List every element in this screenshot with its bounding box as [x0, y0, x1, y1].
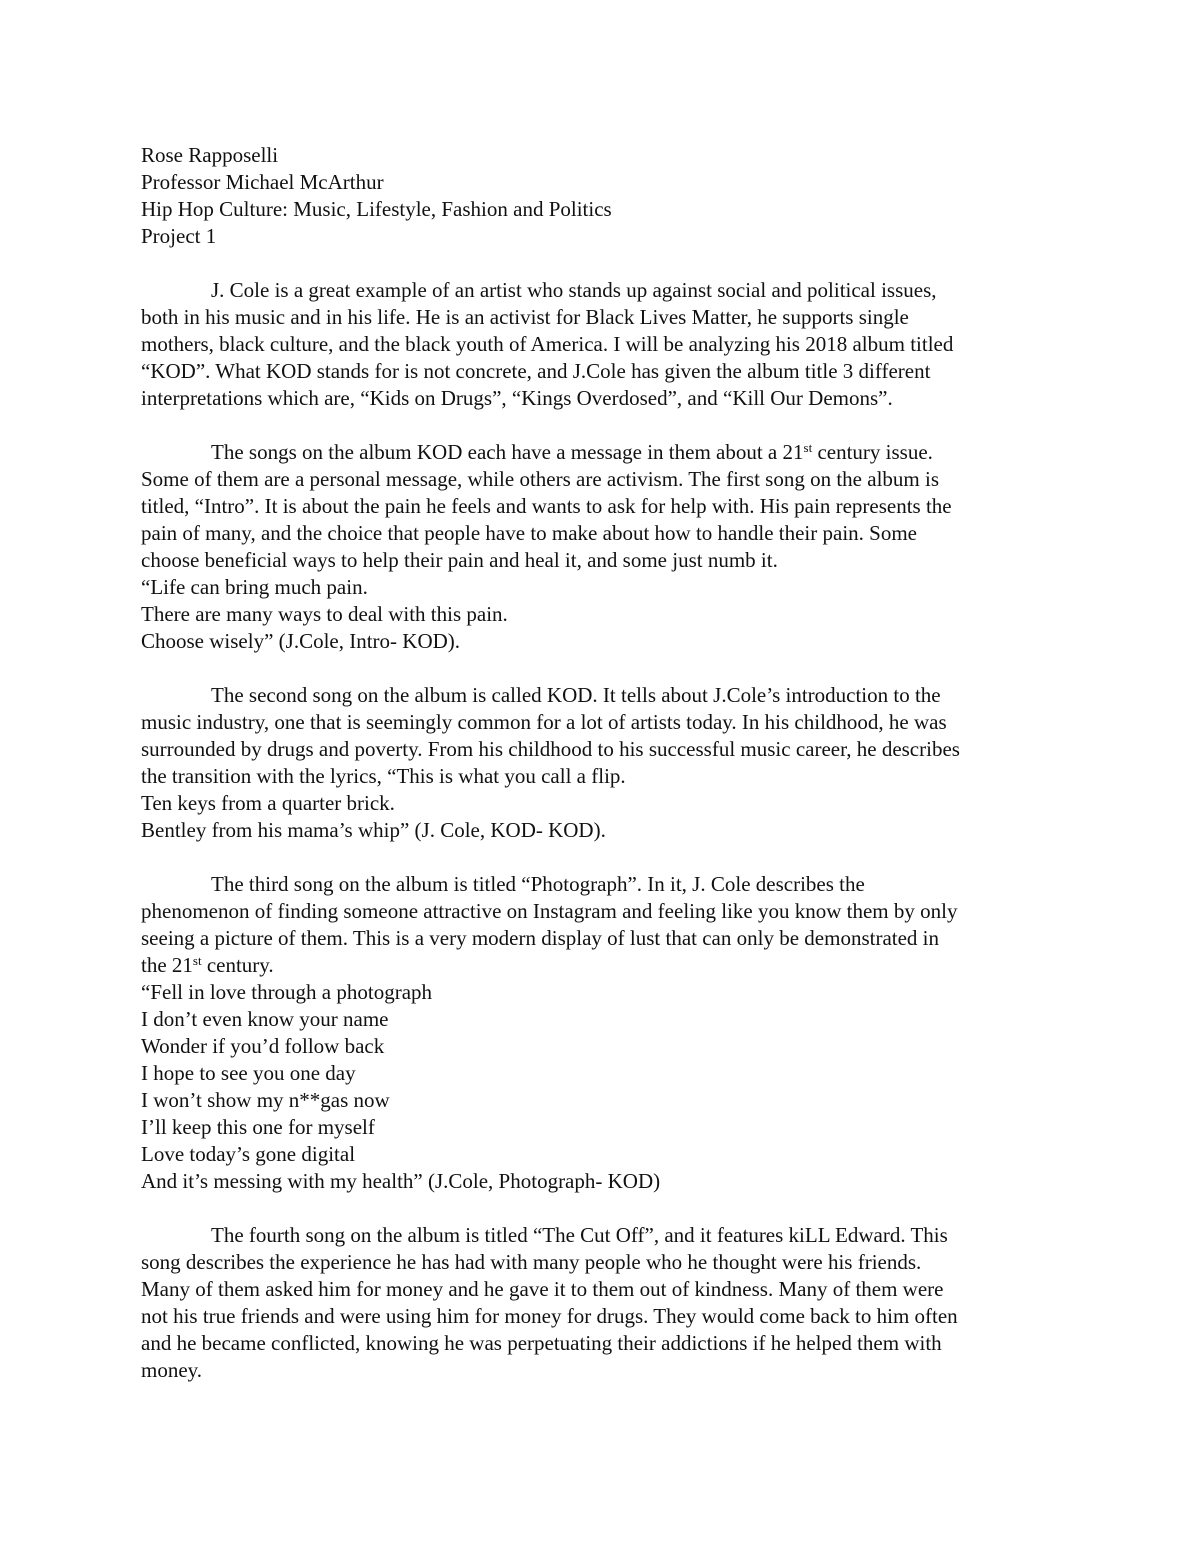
- spacer: [141, 844, 1066, 871]
- course-title: Hip Hop Culture: Music, Lifestyle, Fashion and Politics: [141, 197, 612, 221]
- paragraph-line: titled, “Intro”. It is about the pain he feels and wants to ask for help with. His pain represents the: [141, 494, 952, 518]
- superscript: st: [192, 953, 202, 968]
- paragraph-line: pain of many, and the choice that people have to make about how to handle their pain. Some: [141, 521, 917, 545]
- paragraph-line: the transition with the lyrics, “This is what you call a flip.: [141, 764, 626, 788]
- spacer: [141, 1195, 1066, 1222]
- paragraph-line: The fourth song on the album is titled “The Cut Off”, and it features kiLL Edward. This: [211, 1223, 948, 1247]
- lyric-line: I won’t show my n**gas now: [141, 1088, 390, 1112]
- author-name: Rose Rapposelli: [141, 143, 279, 167]
- text-run: The songs on the album KOD each have a message in them about a 21: [211, 440, 804, 464]
- quote-line: “Life can bring much pain.: [141, 575, 368, 599]
- spacer: [141, 655, 1066, 682]
- quote-line: Choose wisely” (J.Cole, Intro- KOD).: [141, 629, 461, 653]
- lyric-line: Wonder if you’d follow back: [141, 1034, 385, 1058]
- lyric-line: Love today’s gone digital: [141, 1142, 356, 1166]
- paragraph-line: interpretations which are, “Kids on Drugs”, “Kings Overdosed”, and “Kill Our Demons”.: [141, 386, 893, 410]
- paragraph-4: [141, 871, 1066, 1195]
- text-run: century issue.: [812, 440, 933, 464]
- text-run: century.: [201, 953, 274, 977]
- paragraph-line: phenomenon of finding someone attractive on Instagram and feeling like you know them by only: [141, 899, 958, 923]
- paragraph-line: song describes the experience he has had with many people who he thought were his friends.: [141, 1250, 922, 1274]
- document-body: [141, 142, 1066, 1384]
- paragraph-line: and he became conflicted, knowing he was perpetuating their addictions if he helped them with: [141, 1331, 942, 1355]
- paragraph-5: [141, 1222, 1066, 1384]
- quote-line: Bentley from his mama’s whip” (J. Cole, KOD- KOD).: [141, 818, 606, 842]
- paragraph-line: [141, 952, 1066, 979]
- paragraph-line: music industry, one that is seemingly common for a lot of artists today. In his childhood, he was: [141, 710, 947, 734]
- paragraph-line: choose beneficial ways to help their pain and heal it, and some just numb it.: [141, 548, 778, 572]
- spacer: [141, 250, 1066, 277]
- superscript: st: [803, 440, 813, 455]
- paragraph-line: not his true friends and were using him for money for drugs. They would come back to him often: [141, 1304, 958, 1328]
- paragraph-line: seeing a picture of them. This is a very modern display of lust that can only be demonstrated in: [141, 926, 939, 950]
- paragraph-line: Many of them asked him for money and he gave it to them out of kindness. Many of them were: [141, 1277, 944, 1301]
- paragraph-line: Some of them are a personal message, while others are activism. The first song on the album is: [141, 467, 939, 491]
- paragraph-3: [141, 682, 1066, 844]
- paragraph-1: [141, 277, 1066, 412]
- paragraph-line: [141, 439, 1066, 466]
- assignment-title: Project 1: [141, 224, 217, 248]
- lyric-line: And it’s messing with my health” (J.Cole, Photograph- KOD): [141, 1169, 661, 1193]
- paragraph-line: “KOD”. What KOD stands for is not concrete, and J.Cole has given the album title 3 different: [141, 359, 931, 383]
- quote-line: There are many ways to deal with this pain.: [141, 602, 508, 626]
- paragraph-line: The second song on the album is called KOD. It tells about J.Cole’s introduction to the: [211, 683, 941, 707]
- professor-name: Professor Michael McArthur: [141, 170, 384, 194]
- quote-line: Ten keys from a quarter brick.: [141, 791, 395, 815]
- paragraph-line: both in his music and in his life. He is an activist for Black Lives Matter, he supports single: [141, 305, 909, 329]
- paragraph-line: J. Cole is a great example of an artist who stands up against social and political issues,: [211, 278, 937, 302]
- paragraph-line: surrounded by drugs and poverty. From his childhood to his successful music career, he describes: [141, 737, 960, 761]
- spacer: [141, 412, 1066, 439]
- lyric-line: “Fell in love through a photograph: [141, 980, 433, 1004]
- lyric-line: I hope to see you one day: [141, 1061, 356, 1085]
- paragraph-2: [141, 439, 1066, 655]
- text-run: the 21: [141, 953, 193, 977]
- lyric-line: I don’t even know your name: [141, 1007, 389, 1031]
- lyric-line: I’ll keep this one for myself: [141, 1115, 375, 1139]
- paragraph-line: mothers, black culture, and the black youth of America. I will be analyzing his 2018 album titled: [141, 332, 954, 356]
- paragraph-line: The third song on the album is titled “Photograph”. In it, J. Cole describes the: [211, 872, 865, 896]
- paragraph-line: money.: [141, 1358, 203, 1382]
